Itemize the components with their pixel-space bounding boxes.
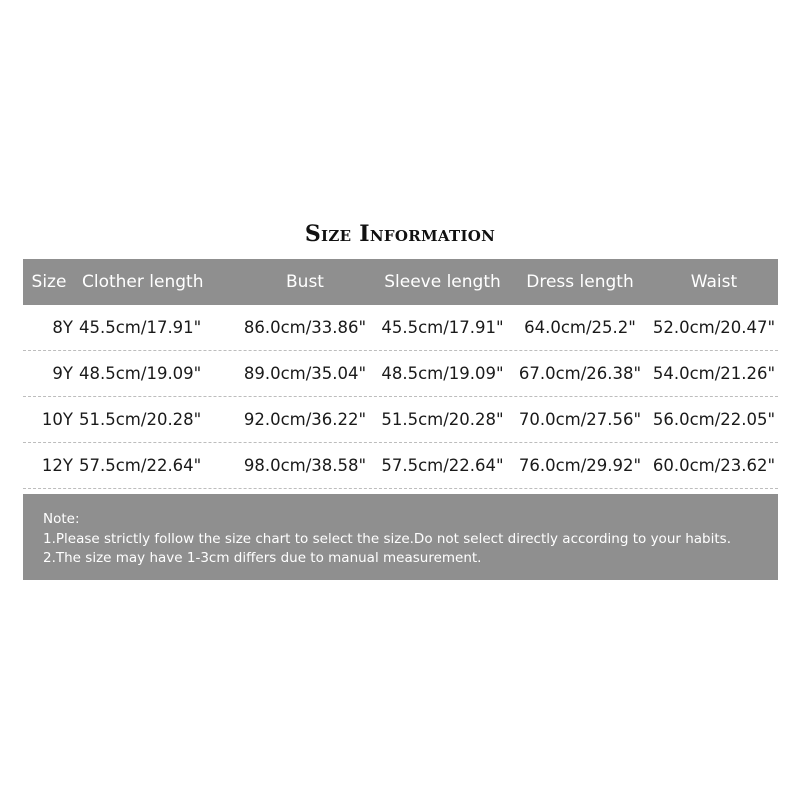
size-cell: 8Y [52, 318, 73, 337]
waist-cell: 60.0cm/23.62" [652, 456, 776, 475]
sleeve-length-cell: 45.5cm/17.91" [381, 318, 504, 337]
size-cell: 9Y [52, 364, 73, 383]
waist-cell: 52.0cm/20.47" [652, 318, 776, 337]
dress-length-cell: 64.0cm/25.2" [524, 318, 636, 337]
sleeve-length-cell: 48.5cm/19.09" [381, 364, 504, 383]
clother-length-cell: 45.5cm/17.91" [79, 318, 202, 337]
size-table [23, 259, 778, 489]
note-heading: Note: [43, 511, 80, 527]
header-size: Size [31, 272, 67, 292]
bust-cell: 89.0cm/35.04" [243, 364, 367, 383]
table-row [23, 443, 778, 489]
header-bust: Bust [286, 272, 324, 292]
table-header-row [23, 259, 778, 305]
waist-cell: 56.0cm/22.05" [652, 410, 776, 429]
note-box [23, 494, 778, 580]
clother-length-cell: 57.5cm/22.64" [79, 456, 202, 475]
dress-length-cell: 67.0cm/26.38" [518, 364, 642, 383]
sleeve-length-cell: 51.5cm/20.28" [381, 410, 504, 429]
size-cell: 10Y [41, 410, 73, 429]
bust-cell: 98.0cm/38.58" [243, 456, 367, 475]
page-title: Size Information [304, 221, 496, 247]
note-line: 2.The size may have 1-3cm differs due to manual measurement. [43, 550, 482, 566]
table-row [23, 351, 778, 397]
header-dress-length: Dress length [526, 272, 634, 292]
waist-cell: 54.0cm/21.26" [652, 364, 776, 383]
header-sleeve-length: Sleeve length [384, 272, 501, 292]
bust-cell: 92.0cm/36.22" [243, 410, 367, 429]
sleeve-length-cell: 57.5cm/22.64" [381, 456, 504, 475]
table-row [23, 397, 778, 443]
header-waist: Waist [690, 272, 738, 292]
clother-length-cell: 51.5cm/20.28" [79, 410, 202, 429]
dress-length-cell: 76.0cm/29.92" [518, 456, 642, 475]
note-line: 1.Please strictly follow the size chart to select the size.Do not select directly according to your habits. [43, 530, 731, 547]
bust-cell: 86.0cm/33.86" [243, 318, 367, 337]
table-row [23, 305, 778, 351]
header-clother-length: Clother length [82, 272, 204, 292]
clother-length-cell: 48.5cm/19.09" [79, 364, 202, 383]
size-cell: 12Y [41, 456, 73, 475]
dress-length-cell: 70.0cm/27.56" [518, 410, 642, 429]
